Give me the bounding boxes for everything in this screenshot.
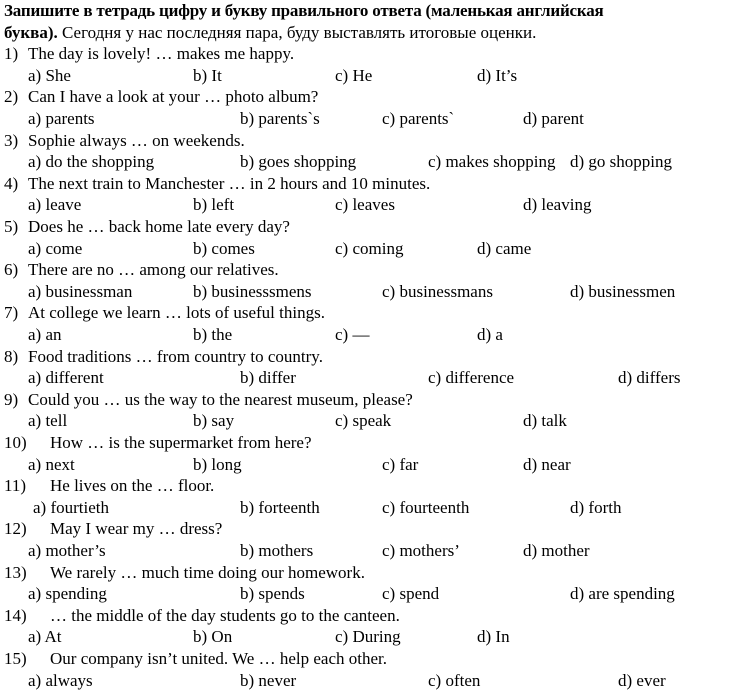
answer-option-d: d) businessmen: [570, 281, 676, 301]
question-text: Could you … us the way to the nearest museum, please?: [28, 389, 413, 409]
question-text: How … is the supermarket from here?: [50, 433, 312, 452]
question-number: 7): [4, 303, 19, 323]
answer-option-c: c) He: [335, 65, 373, 85]
question-10: [0, 432, 742, 454]
answer-option-d: d) It’s: [477, 65, 518, 85]
answer-option-c: c) During: [335, 627, 401, 647]
answer-option-b: b) goes shopping: [240, 152, 357, 172]
question-text: Food traditions … from country to country.: [28, 346, 323, 366]
question-text: The next train to Manchester … in 2 hours and 10 minutes.: [28, 173, 431, 193]
answer-option-b: b) spends: [240, 584, 305, 604]
answer-option-c: c) makes shopping: [428, 152, 556, 172]
answer-option-a: a) come: [28, 238, 83, 258]
answer-options: [0, 108, 742, 130]
answer-option-a: a) do the shopping: [28, 152, 155, 172]
answer-option-d: d) differs: [618, 368, 681, 388]
question-number: 6): [4, 260, 19, 280]
answer-options: [0, 626, 742, 648]
answer-options: [0, 410, 742, 432]
question-text: At college we learn … lots of useful things.: [28, 303, 325, 323]
answer-option-c: c) mothers’: [382, 541, 460, 560]
answer-option-a: a) an: [28, 325, 62, 344]
question-number: 1): [4, 44, 19, 64]
answer-options: [0, 497, 742, 519]
question-number: 13): [4, 562, 27, 582]
answer-option-a: a) spending: [28, 584, 107, 604]
answer-option-b: b) comes: [193, 238, 255, 258]
instruction-bold: буква).: [4, 22, 58, 42]
answer-option-b: b) the: [193, 325, 233, 344]
answer-option-a: a) leave: [28, 195, 82, 215]
answer-option-b: b) differ: [240, 368, 296, 388]
answer-option-c: c) far: [382, 454, 419, 474]
answer-option-a: a) mother’s: [28, 541, 106, 560]
answer-option-c: c) coming: [335, 238, 404, 258]
answer-options: [0, 670, 742, 691]
answer-option-c: c) leaves: [335, 195, 395, 215]
answer-option-b: b) It: [193, 65, 222, 85]
answer-option-c: c) parents`: [382, 109, 455, 128]
question-6: [0, 259, 742, 281]
answer-option-b: b) businesssmens: [193, 281, 312, 301]
answer-option-d: d) near: [523, 454, 571, 474]
question-12: [0, 518, 742, 540]
answer-options: [0, 583, 742, 605]
answer-option-b: b) mothers: [240, 541, 314, 560]
answer-option-d: d) a: [477, 325, 503, 344]
question-8: [0, 346, 742, 368]
answer-option-b: b) say: [193, 411, 235, 431]
question-4: [0, 173, 742, 195]
question-5: [0, 216, 742, 238]
question-1: [0, 43, 742, 65]
question-text: Our company isn’t united. We … help each other.: [50, 649, 387, 668]
question-9: [0, 389, 742, 411]
answer-option-d: d) are spending: [570, 584, 675, 604]
answer-option-c: c) spend: [382, 584, 440, 604]
answer-options: [0, 367, 742, 389]
answer-option-b: b) long: [193, 454, 242, 474]
answer-option-a: a) always: [28, 670, 93, 690]
question-number: 9): [4, 389, 19, 409]
answer-options: [0, 324, 742, 346]
question-number: 8): [4, 346, 19, 366]
question-text: There are no … among our relatives.: [28, 260, 279, 280]
question-number: 14): [4, 605, 27, 625]
answer-option-a: a) businessman: [28, 281, 133, 301]
answer-option-d: d) came: [477, 238, 532, 258]
question-text: … the middle of the day students go to the canteen.: [50, 605, 400, 625]
question-15: [0, 648, 742, 670]
answer-option-a: a) fourtieth: [33, 497, 109, 517]
question-number: 12): [4, 519, 27, 539]
question-number: 2): [4, 87, 19, 107]
answer-option-a: a) At: [28, 627, 62, 647]
question-number: 3): [4, 130, 19, 150]
question-number: 11): [4, 476, 27, 496]
question-number: 5): [4, 217, 19, 236]
answer-options: [0, 151, 742, 173]
answer-option-c: c) speak: [335, 411, 392, 431]
answer-option-a: a) parents: [28, 109, 95, 128]
answer-option-d: d) talk: [523, 411, 567, 431]
answer-option-d: d) ever: [618, 670, 666, 690]
answer-option-b: b) never: [240, 670, 297, 690]
answer-option-c: c) often: [428, 670, 481, 690]
answer-option-d: d) parent: [523, 109, 584, 128]
question-number: 15): [4, 649, 27, 668]
answer-option-b: b) forteenth: [240, 497, 320, 517]
answer-option-a: a) different: [28, 368, 104, 388]
answer-options: [0, 194, 742, 216]
answer-option-c: c) businessmans: [382, 281, 493, 301]
question-text: He lives on the … floor.: [50, 476, 215, 496]
answer-option-b: b) parents`s: [240, 109, 320, 128]
answer-option-b: b) On: [193, 627, 233, 647]
question-text: Sophie always … on weekends.: [28, 130, 245, 150]
answer-option-d: d) In: [477, 627, 510, 647]
answer-options: [0, 540, 742, 562]
answer-option-c: c) —: [335, 325, 370, 344]
question-text: Does he … back home late every day?: [28, 217, 290, 236]
question-11: [0, 475, 742, 497]
answer-option-c: c) fourteenth: [382, 497, 470, 517]
question-3: [0, 130, 742, 152]
question-2: [0, 86, 742, 108]
question-number: 10): [4, 433, 27, 452]
answer-options: [0, 454, 742, 476]
question-13: [0, 562, 742, 584]
answer-options: [0, 281, 742, 303]
question-number: 4): [4, 173, 19, 193]
answer-option-d: d) leaving: [523, 195, 592, 215]
answer-option-c: c) difference: [428, 368, 515, 388]
answer-options: [0, 65, 742, 87]
answer-options: [0, 238, 742, 260]
answer-option-d: d) forth: [570, 497, 622, 517]
answer-option-a: a) tell: [28, 411, 68, 431]
answer-option-d: d) mother: [523, 541, 590, 560]
question-text: May I wear my … dress?: [50, 519, 223, 539]
answer-option-a: a) next: [28, 454, 75, 474]
instruction-title: Запишите в тетрадь цифру и букву правильного ответа (маленькая английская: [4, 1, 604, 20]
instruction-subtitle: [4, 22, 536, 44]
answer-option-d: d) go shopping: [570, 152, 672, 172]
answer-option-a: a) She: [28, 65, 71, 85]
question-text: We rarely … much time doing our homework.: [50, 562, 365, 582]
question-7: [0, 302, 742, 324]
answer-option-b: b) left: [193, 195, 235, 215]
question-14: [0, 605, 742, 627]
question-text: The day is lovely! … makes me happy.: [28, 44, 295, 64]
instruction-rest: Сегодня у нас последняя пара, буду выставлять итоговые оценки.: [57, 22, 537, 42]
question-text: Can I have a look at your … photo album?: [28, 87, 319, 107]
